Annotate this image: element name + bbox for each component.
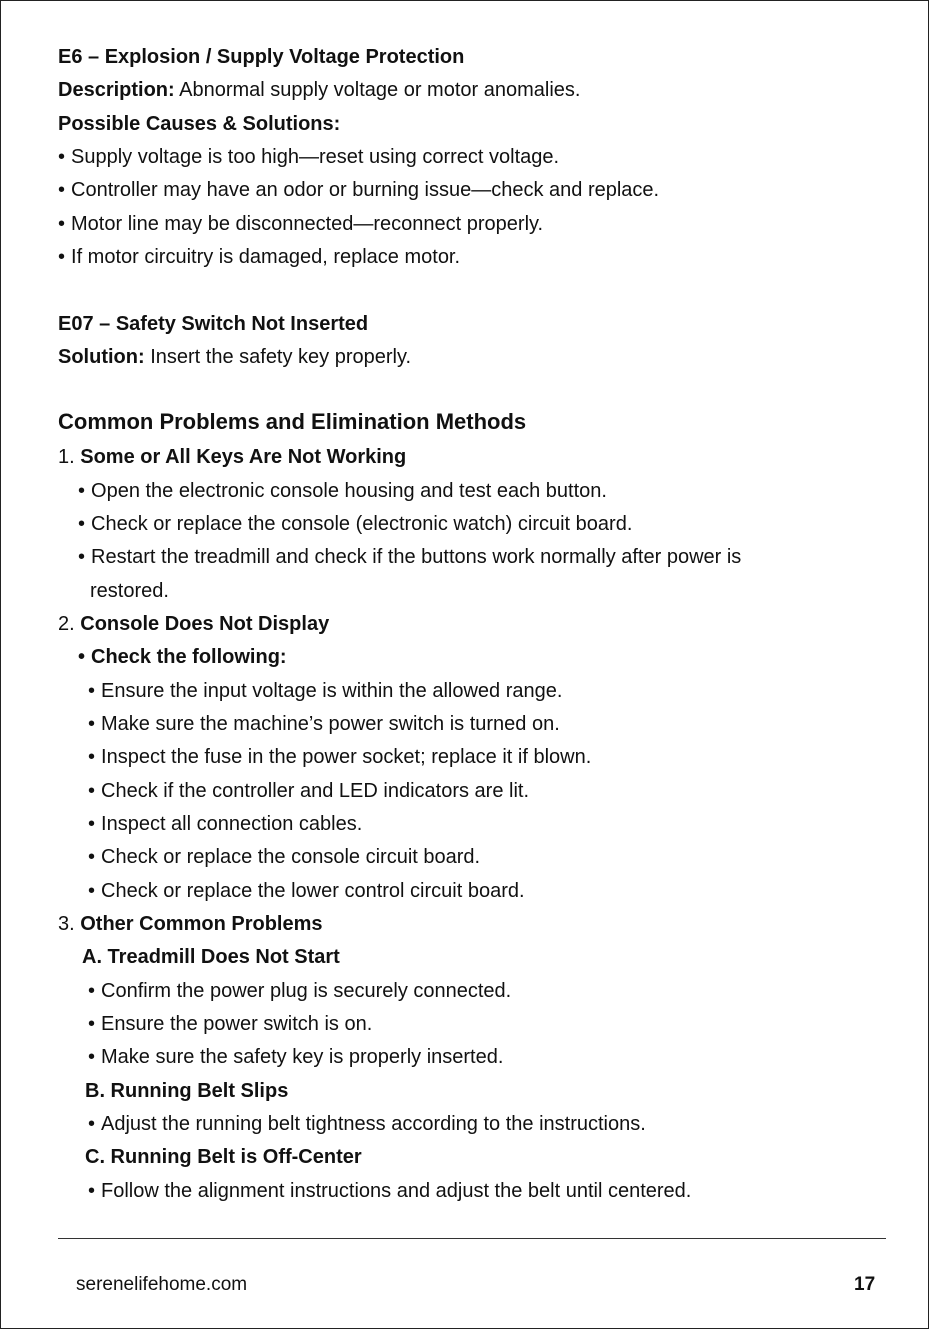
e6-bullet: • If motor circuitry is damaged, replace motor.: [58, 243, 460, 271]
item2-bullet: • Check or replace the console circuit board.: [88, 843, 480, 871]
description-label: Description:: [58, 79, 175, 101]
causes-label: Possible Causes & Solutions:: [58, 113, 341, 135]
item2-heading: [58, 610, 329, 638]
item1-bullet: • Restart the treadmill and check if the buttons work normally after power is: [78, 543, 741, 571]
e6-bullet: • Supply voltage is too high—reset using correct voltage.: [58, 143, 559, 171]
item2-bullet: • Check or replace the lower control circuit board.: [88, 877, 525, 905]
item1-heading: [58, 443, 406, 471]
subsection-a-bullet: • Confirm the power plug is securely connected.: [88, 977, 511, 1005]
item2-number: 2.: [58, 613, 81, 635]
page-number: 17: [854, 1274, 876, 1295]
subsection-b-bullet: • Adjust the running belt tightness according to the instructions.: [88, 1110, 646, 1138]
item1-bullet: • Open the electronic console housing and test each button.: [78, 477, 607, 505]
e6-bullet: • Controller may have an odor or burning issue—check and replace.: [58, 176, 659, 204]
item3-number: 3.: [58, 913, 81, 935]
item3-heading: [58, 910, 323, 938]
item2-title: Console Does Not Display: [80, 613, 330, 635]
footer-website[interactable]: serenelifehome.com: [76, 1274, 248, 1295]
subsection-a-bullet: • Ensure the power switch is on.: [88, 1010, 372, 1038]
item2-bullet: • Check if the controller and LED indicators are lit.: [88, 777, 529, 805]
item2-bullet: • Inspect the fuse in the power socket; replace it if blown.: [88, 743, 591, 771]
subsection-a-bullet: • Make sure the safety key is properly inserted.: [88, 1043, 503, 1071]
item2-bullet: • Inspect all connection cables.: [88, 810, 362, 838]
item1-continuation: restored.: [90, 580, 169, 602]
footer-divider: [58, 1238, 886, 1239]
subsection-b-title: B. Running Belt Slips: [85, 1080, 289, 1102]
subsection-a-title: A. Treadmill Does Not Start: [82, 946, 340, 968]
description-text: Abnormal supply voltage or motor anomalies.: [174, 79, 581, 101]
e6-bullet: • Motor line may be disconnected—reconnect properly.: [58, 210, 543, 238]
item2-bullet: • Ensure the input voltage is within the allowed range.: [88, 677, 562, 705]
item1-number: 1.: [58, 446, 81, 468]
subsection-c-title: C. Running Belt is Off-Center: [85, 1146, 362, 1168]
item2-bullet: • Make sure the machine’s power switch is turned on.: [88, 710, 560, 738]
e07-title: E07 – Safety Switch Not Inserted: [58, 313, 369, 335]
check-following-label: • Check the following:: [78, 643, 287, 671]
subsection-c-bullet: • Follow the alignment instructions and adjust the belt until centered.: [88, 1177, 691, 1205]
e6-title: E6 – Explosion / Supply Voltage Protection: [58, 46, 465, 68]
solution-text: Insert the safety key properly.: [144, 346, 412, 368]
item3-title: Other Common Problems: [80, 913, 323, 935]
solution-label: Solution:: [58, 346, 145, 368]
item1-title: Some or All Keys Are Not Working: [80, 446, 407, 468]
common-problems-heading: Common Problems and Elimination Methods: [58, 409, 527, 434]
item1-bullet: • Check or replace the console (electronic watch) circuit board.: [78, 510, 632, 538]
e6-description: [58, 76, 580, 104]
e07-solution: [58, 343, 411, 371]
